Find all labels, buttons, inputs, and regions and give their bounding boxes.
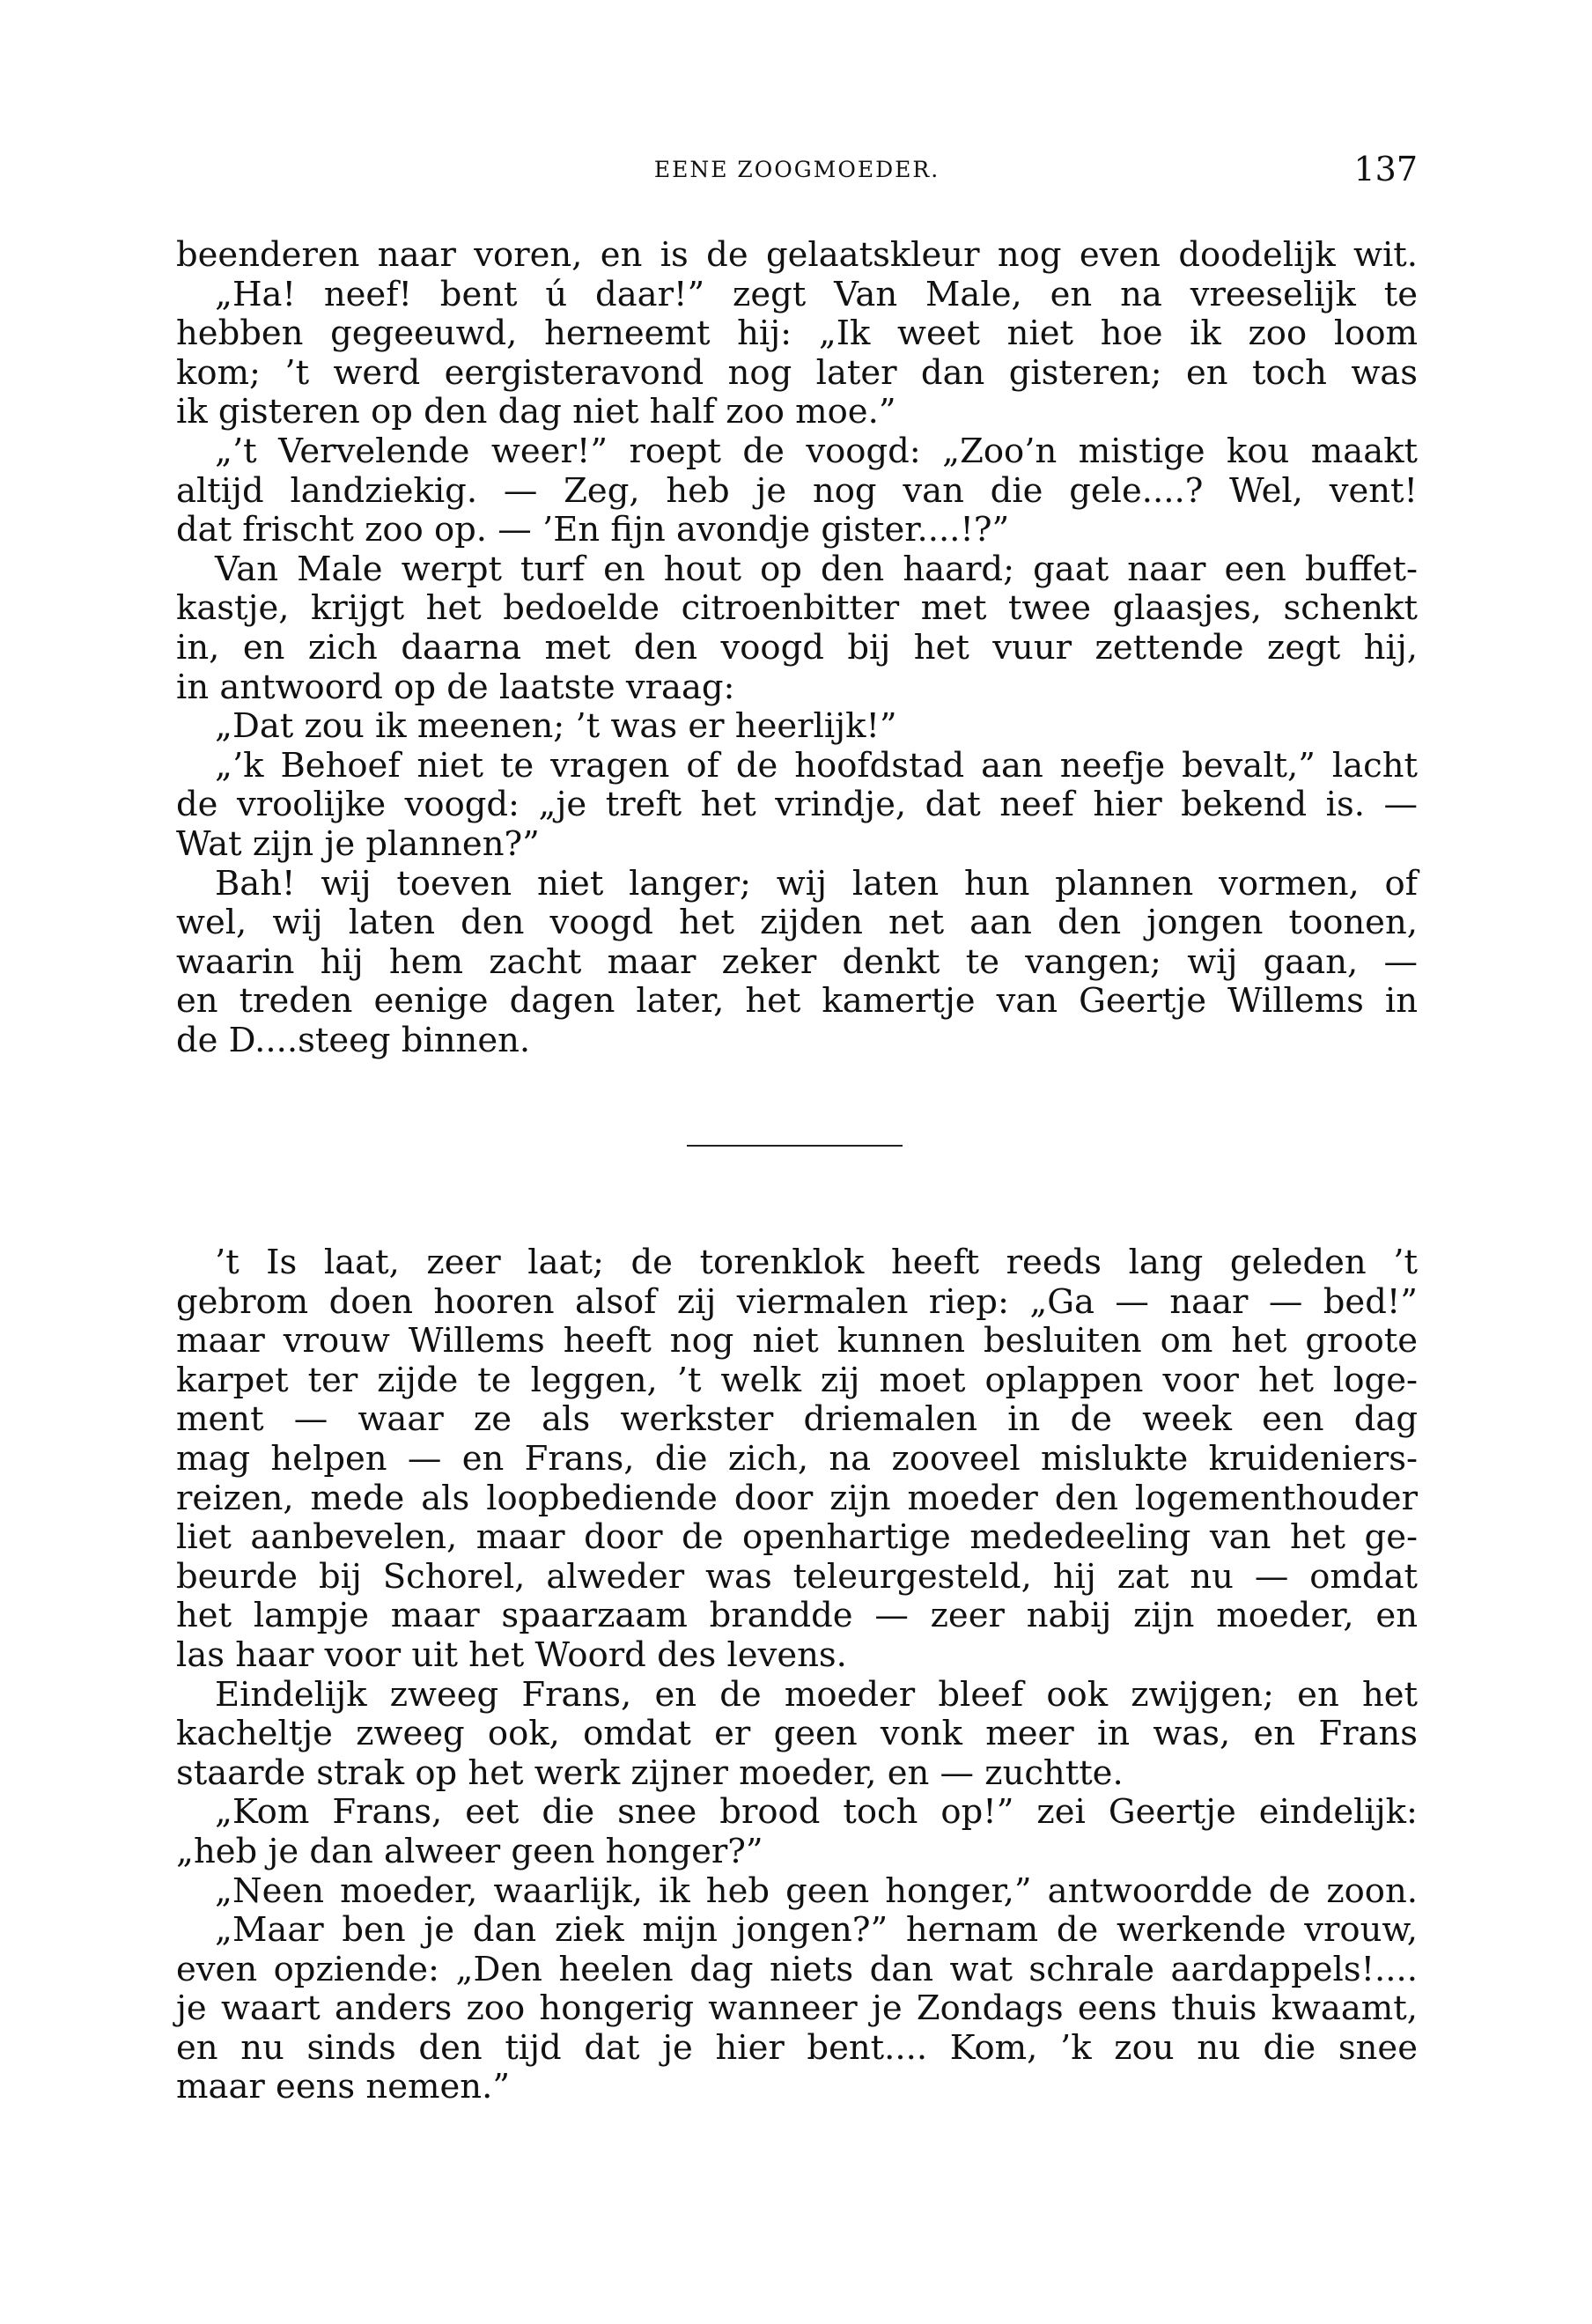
text-line: Van Male werpt turf en hout op den haard; gaat naar een buffet- [215,549,1418,589]
page-number: 137 [1353,150,1418,188]
text-line: beenderen naar voren, en is de gelaatskleur nog even doodelijk wit. [176,235,1418,275]
text-line: „Ha! neef! bent ú daar!” zegt Van Male, en na vreeselijk te [215,274,1418,314]
text-line: „Dat zou ik meenen; ’t was er heerlijk!” [215,706,897,747]
text-line: en treden eenige dagen later, het kamertje van Geertje Willems in [176,981,1418,1022]
text-line: Wat zijn je plannen?” [176,823,540,864]
text-line: beurde bij Schorel, alweder was teleurgesteld, hij zat nu — omdat [176,1556,1418,1597]
text-line: „’k Behoef niet te vragen of de hoofdstad aan neefje bevalt,” lacht [215,745,1418,786]
text-line: kacheltje zweeg ook, omdat er geen vonk meer in was, en Frans [176,1714,1418,1754]
text-line: in, en zich daarna met den voogd bij het vuur zettende zegt hij, [176,627,1418,668]
text-line: maar vrouw Willems heeft nog niet kunnen besluiten om het groote [176,1321,1418,1361]
running-head [176,150,1418,194]
text-line: kastje, krijgt het bedoelde citroenbitter met twee glaasjes, schenkt [176,588,1418,629]
text-line: de vroolijke voogd: „je treft het vrindje, dat neef hier bekend is. — [176,785,1418,825]
text-line: het lampje maar spaarzaam brandde — zeer nabij zijn moeder, en [176,1596,1418,1636]
text-line: ik gisteren op den dag niet half zoo moe.” [176,392,896,432]
text-line: maar eens nemen.” [176,2067,511,2107]
text-line: en nu sinds den tijd dat je hier bent.... Kom, ’k zou nu die snee [176,2027,1418,2068]
text-section-two [176,1243,1418,2107]
text-line: „heb je dan alweer geen honger?” [176,1831,763,1871]
text-line: „Kom Frans, eet die snee brood toch op!” zei Geertje eindelijk: [215,1792,1418,1833]
text-line: de D....steeg binnen. [176,1020,531,1060]
text-line: gebrom doen hooren alsof zij viermalen riep: „Ga — naar — bed!” [176,1281,1418,1322]
text-line: ment — waar ze als werkster driemalen in de week een dag [176,1399,1418,1440]
text-line: ’t Is laat, zeer laat; de torenklok heeft reeds lang geleden ’t [215,1243,1418,1282]
text-line: in antwoord op de laatste vraag: [176,667,735,707]
text-line: Eindelijk zweeg Frans, en de moeder bleef ook zwijgen; en het [215,1674,1418,1715]
text-line: liet aanbevelen, maar door de openhartige mededeeling van het ge- [176,1517,1418,1558]
text-line: altijd landziekig. — Zeg, heb je nog van die gele....? Wel, vent! [176,470,1418,511]
text-line: „’t Vervelende weer!” roept de voogd: „Zoo’n mistige kou maakt [215,431,1418,471]
text-section-one [176,236,1418,1060]
text-line: las haar voor uit het Woord des levens. [176,1634,847,1675]
text-line: „Maar ben je dan ziek mijn jongen?” hernam de werkende vrouw, [215,1910,1418,1951]
text-line: je waart anders zoo hongerig wanneer je Zondags eens thuis kwaamt, [176,1988,1418,2029]
text-line: even opziende: „Den heelen dag niets dan wat schrale aardappels!.... [176,1949,1418,1989]
section-separator [687,1145,903,1147]
text-line: karpet ter zijde te leggen, ’t welk zij moet oplappen voor het loge- [176,1360,1418,1400]
text-line: staarde strak op het werk zijner moeder, en — zuchtte. [176,1752,1124,1793]
running-title: EENE ZOOGMOEDER. [653,157,940,182]
text-line: kom; ’t werd eergisteravond nog later dan gisteren; en toch was [176,352,1418,393]
text-line: reizen, mede als loopbediende door zijn moeder den logementhouder [176,1478,1418,1518]
text-line: Bah! wij toeven niet langer; wij laten hun plannen vormen, of [215,863,1418,904]
text-line: „Neen moeder, waarlijk, ik heb geen honger,” antwoordde de zoon. [215,1870,1418,1911]
text-line: dat frischt zoo op. — ’En fijn avondje gister....!?” [176,510,1010,550]
text-line: mag helpen — en Frans, die zich, na zooveel mislukte kruideniers- [176,1438,1418,1479]
text-line: wel, wij laten den voogd het zijden net aan den jongen toonen, [176,903,1418,943]
text-line: hebben gegeeuwd, herneemt hij: „Ik weet niet hoe ik zoo loom [176,314,1418,354]
text-line: waarin hij hem zacht maar zeker denkt te vangen; wij gaan, — [176,941,1418,982]
